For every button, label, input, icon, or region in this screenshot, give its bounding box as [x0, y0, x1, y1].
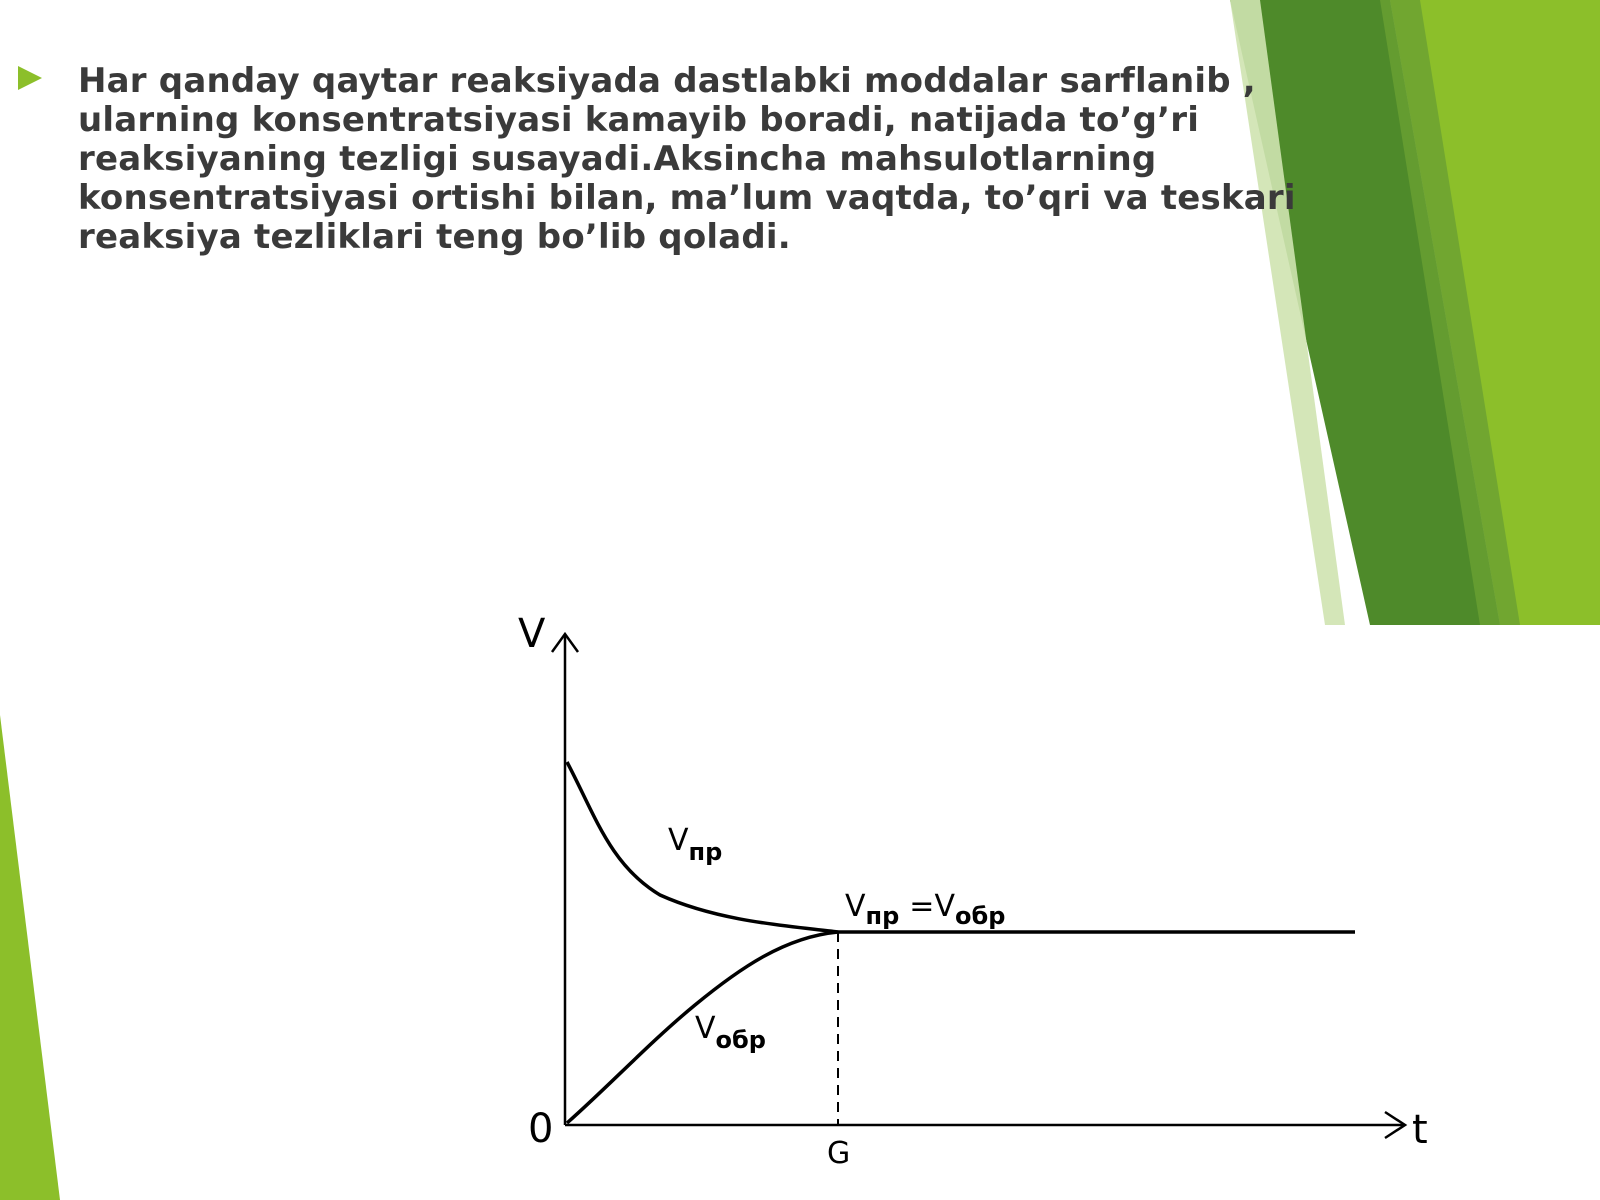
forward-curve-label: [668, 823, 722, 866]
y-axis-label: V: [518, 611, 546, 657]
reverse-curve-label: [695, 1011, 766, 1054]
equality-left-sub: пр: [865, 902, 900, 930]
triangle-bullet-icon: [18, 66, 42, 90]
forward-curve-label-sub: пр: [688, 838, 723, 866]
equality-label: [845, 889, 1005, 930]
text-block: [18, 62, 1358, 257]
reverse-curve-label-sub: обр: [715, 1026, 766, 1054]
equality-right-main: V: [934, 889, 955, 924]
bullet-item: [18, 62, 1358, 257]
left-green-wedge: [0, 715, 60, 1200]
equilibrium-time-label: G: [827, 1136, 851, 1171]
origin-label: 0: [528, 1106, 554, 1152]
body-paragraph: Har qanday qaytar reaksiyada dastlabki moddalar sarflanib , ularning konsentratsiyasi kamayib boradi, natijada to’g’ri reaksiyaning tezligi susayadi.Aksincha mahsulotlarning konsentratsiyasi ortishi bilan, ma’lum vaqtda, to’qri va teskari reaksiya tezliklari teng bo’lib qoladi.: [78, 61, 1296, 257]
forward-curve-label-main: V: [668, 823, 689, 858]
rate-equilibrium-diagram: [500, 610, 1460, 1200]
equality-right-sub: обр: [954, 902, 1006, 930]
reverse-curve-label-main: V: [695, 1011, 716, 1046]
equality-sign: =: [909, 889, 935, 924]
equality-left-main: V: [845, 889, 866, 924]
x-axis-label: t: [1412, 1107, 1428, 1153]
